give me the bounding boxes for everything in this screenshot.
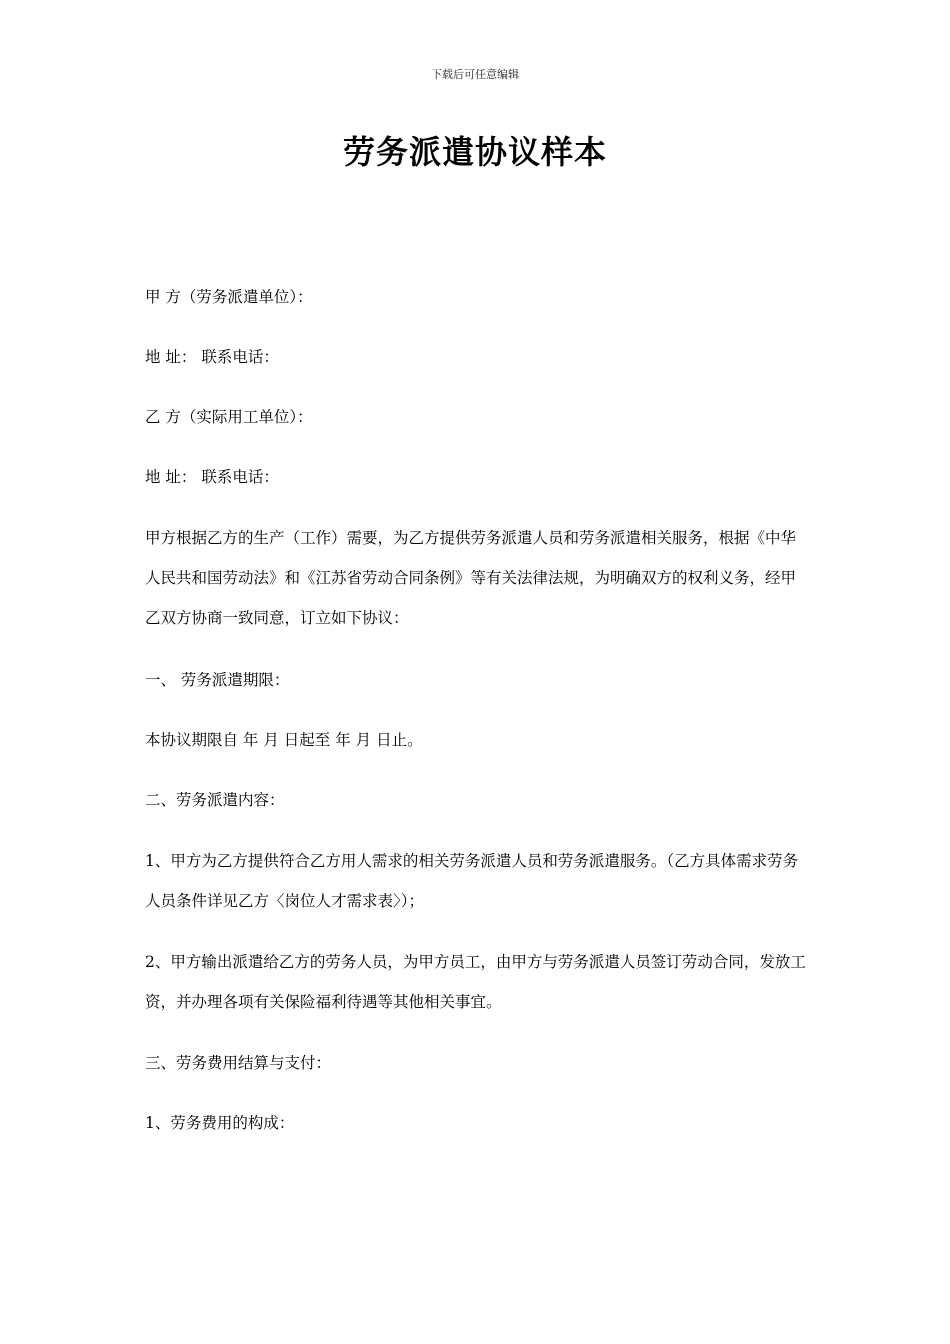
party-a-line <box>145 277 810 317</box>
section-3-heading-line <box>145 1043 810 1083</box>
party-b-address: 地 址： 联系电话： <box>145 468 279 486</box>
section-1-text-line <box>145 720 810 760</box>
section-1-text: 本协议期限自 年 月 日起至 年 月 日止。 <box>145 731 423 749</box>
preamble-block <box>145 518 810 638</box>
section-3-item-1-line <box>145 1103 810 1143</box>
section-3-heading: 三、劳务费用结算与支付： <box>145 1054 332 1072</box>
header-note: 下载后可任意编辑 <box>431 68 519 81</box>
section-2-item-1-block <box>145 841 810 921</box>
document-title: 劳务派遣协议样本 <box>342 133 607 171</box>
section-2-item-2-block <box>145 942 810 1022</box>
party-a-address: 地 址： 联系电话： <box>145 348 279 366</box>
section-1-heading-line <box>145 660 810 700</box>
party-a-address-line <box>145 337 810 377</box>
party-b-address-line <box>145 457 810 497</box>
party-a-label: 甲 方（劳务派遣单位）： <box>145 288 313 306</box>
section-2-item-2: 2、甲方输出派遣给乙方的劳务人员，为甲方员工，由甲方与劳务派遣人员签订劳动合同，发放工资，并办理各项有关保险福利待遇等其他相关事宜。 <box>145 953 806 1011</box>
section-2-heading-line <box>145 780 810 820</box>
section-2-heading: 二、劳务派遣内容： <box>145 791 285 809</box>
section-1-heading: 一、 劳务派遣期限： <box>145 671 290 689</box>
section-3-item-1: 1、劳务费用的构成： <box>145 1114 295 1132</box>
party-b-line <box>145 397 810 437</box>
party-b-label: 乙 方（实际用工单位）： <box>145 408 313 426</box>
preamble-paragraph: 甲方根据乙方的生产（工作）需要，为乙方提供劳务派遣人员和劳务派遣相关服务，根据《中华人民共和国劳动法》和《江苏省劳动合同条例》等有关法律法规，为明确双方的权利义务，经甲乙双方协商一致同意，订立如下协议： <box>145 529 797 627</box>
section-2-item-1: 1、甲方为乙方提供符合乙方用人需求的相关劳务派遣人员和劳务派遣服务。（乙方具体需求劳务人员条件详见乙方〈岗位人才需求表〉）； <box>145 852 799 910</box>
